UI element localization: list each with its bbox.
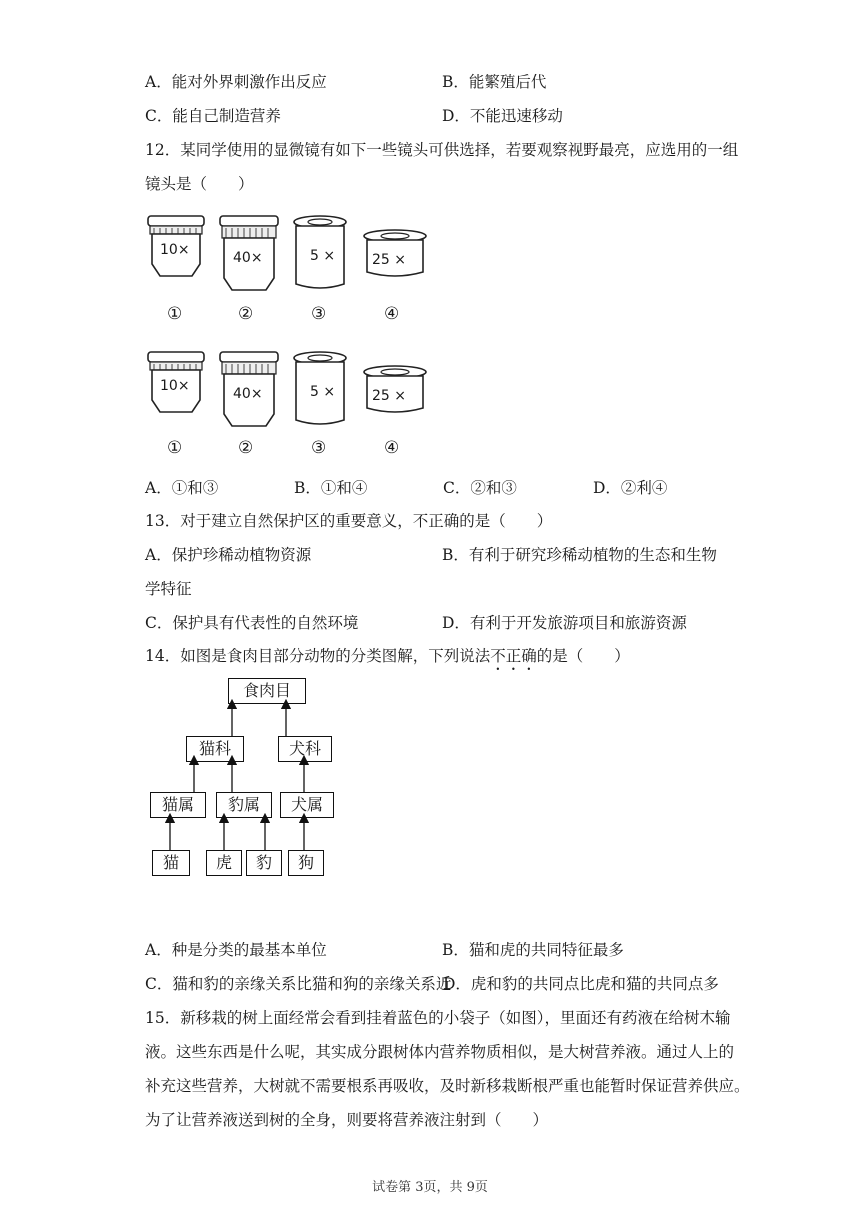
lens-2-label: 40×	[233, 386, 263, 402]
q11-option-a: A．能对外界刺激作出反应	[145, 73, 327, 91]
q14-option-d: D．虎和豹的共同点比虎和猫的共同点多	[443, 975, 719, 993]
lens-3-label: 5 ×	[310, 384, 336, 400]
q11-option-b: B．能繁殖后代	[442, 73, 547, 91]
tree-node-genus-dog: 犬属	[280, 792, 334, 818]
lens-1-number: ①	[167, 438, 183, 458]
q14-option-a: A．种是分类的最基本单位	[145, 941, 327, 959]
q14-option-b: B．猫和虎的共同特征最多	[442, 941, 624, 959]
q15-line-3: 补充这些营养，大树就不需要根系再吸收，及时新移栽断根严重也能暂时保证营养供应。	[145, 1077, 750, 1095]
lens-3-label: 5 ×	[310, 248, 336, 264]
tree-node-species-dog: 狗	[288, 850, 324, 876]
tree-node-genus-cat: 猫属	[150, 792, 206, 818]
q13-option-c: C．保护具有代表性的自然环境	[145, 614, 359, 632]
lens-4-number: ④	[384, 438, 400, 458]
q13-option-d: D．有利于开发旅游项目和旅游资源	[442, 614, 687, 632]
lens-figure-row-1	[140, 214, 440, 334]
q12-option-c: C．②和③	[443, 479, 517, 497]
lens-4-number: ④	[384, 304, 400, 324]
lens-1-label: 10×	[160, 378, 190, 394]
q15-line-1: 15．新移栽的树上面经常会看到挂着蓝色的小袋子（如图），里面还有药液在给树木输	[145, 1009, 731, 1027]
q15-line-2: 液。这些东西是什么呢，其实成分跟树体内营养物质相似，是大树营养液。通过人上的	[145, 1043, 735, 1061]
lens-3-number: ③	[311, 304, 327, 324]
q13-option-b-line2: 学特征	[145, 580, 192, 598]
q14-stem-post: 的是（ ）	[536, 647, 630, 665]
tree-node-species-leopard: 豹	[246, 850, 282, 876]
lens-2-number: ②	[238, 438, 254, 458]
q12-option-b: B．①和④	[294, 479, 368, 497]
q14-stem-pre: 14．如图是食肉目部分动物的分类图解，下列说法	[145, 647, 491, 665]
q14-option-c: C．猫和豹的亲缘关系比猫和狗的亲缘关系近	[145, 975, 452, 993]
lens-4-label: 25 ×	[372, 252, 406, 268]
q12-stem-line1: 12．某同学使用的显微镜有如下一些镜头可供选择，若要观察视野最亮，应选用的一组	[145, 141, 739, 159]
q12-option-a: A．①和③	[145, 479, 219, 497]
q14-stem	[145, 646, 630, 674]
q11-option-c: C．能自己制造营养	[145, 107, 281, 125]
lens-3-number: ③	[311, 438, 327, 458]
lens-1-label: 10×	[160, 242, 190, 258]
q15-line-4: 为了让营养液送到树的全身，则要将营养液注射到（ ）	[145, 1111, 549, 1129]
q13-option-b-line1: B．有利于研究珍稀动植物的生态和生物	[442, 546, 717, 564]
q13-option-a: A．保护珍稀动植物资源	[145, 546, 312, 564]
q11-option-d: D．不能迅速移动	[442, 107, 563, 125]
lens-1-number: ①	[167, 304, 183, 324]
lens-2-label: 40×	[233, 250, 263, 266]
page-footer: 试卷第 3页，共 9页	[372, 1180, 488, 1195]
lens-figure-row-2	[140, 350, 440, 470]
tree-node-species-cat: 猫	[152, 850, 190, 876]
tree-node-species-tiger: 虎	[206, 850, 242, 876]
q14-stem-emphasis: 不正确	[490, 647, 537, 665]
q12-option-d: D．②利④	[593, 479, 668, 497]
q12-stem-line2: 镜头是（ ）	[145, 175, 254, 193]
lens-2-number: ②	[238, 304, 254, 324]
tree-node-order: 食肉目	[228, 678, 306, 704]
tree-node-family-cat: 猫科	[186, 736, 244, 762]
tree-node-genus-leopard: 豹属	[216, 792, 272, 818]
tree-node-family-dog: 犬科	[278, 736, 332, 762]
lens-4-label: 25 ×	[372, 388, 406, 404]
q13-stem: 13．对于建立自然保护区的重要意义，不正确的是（ ）	[145, 512, 553, 530]
